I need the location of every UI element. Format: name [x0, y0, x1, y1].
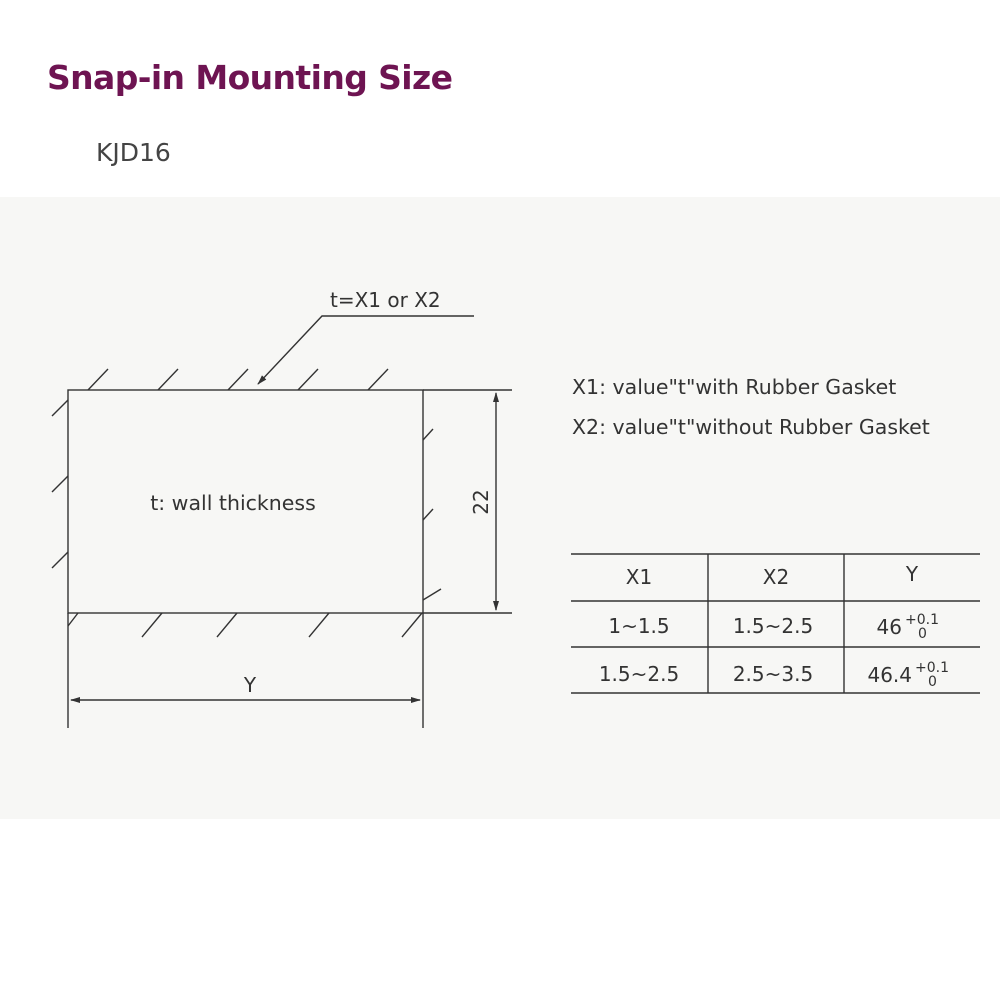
tolerance-lower: 0: [928, 674, 937, 690]
table-cell-x1: 1~1.5: [608, 614, 670, 638]
bottom-wall-hatch: [68, 613, 422, 637]
table-header-x1: X1: [625, 565, 653, 589]
table-cell-x2: 1.5~2.5: [732, 614, 814, 638]
table-cell-x2: 2.5~3.5: [732, 662, 814, 686]
thickness-callout: t=X1 or X2: [330, 288, 441, 312]
table-cell-x1: 1.5~2.5: [598, 662, 680, 686]
table-cell-y: 46: [876, 615, 902, 639]
height-dimension-value: 22: [469, 489, 493, 515]
left-wall-hatch: [52, 400, 68, 568]
tolerance-lower: 0: [918, 626, 927, 642]
note-x1: X1: value"t"with Rubber Gasket: [572, 375, 897, 399]
tolerance-upper: +0.1: [905, 612, 939, 628]
thickness-leader: [258, 316, 474, 384]
table-header-y: Y: [905, 562, 919, 586]
model-number: KJD16: [96, 138, 171, 167]
table-cell-y: 46.4: [867, 663, 912, 687]
note-x2: X2: value"t"without Rubber Gasket: [572, 415, 930, 439]
page-title: Snap-in Mounting Size: [47, 58, 453, 97]
width-dimension-value: Y: [243, 673, 257, 697]
wall-thickness-label: t: wall thickness: [150, 491, 316, 515]
tolerance-upper: +0.1: [915, 660, 949, 676]
right-wall-hatch: [423, 429, 441, 600]
table-header-x2: X2: [762, 565, 790, 589]
top-wall-hatch: [88, 369, 388, 390]
